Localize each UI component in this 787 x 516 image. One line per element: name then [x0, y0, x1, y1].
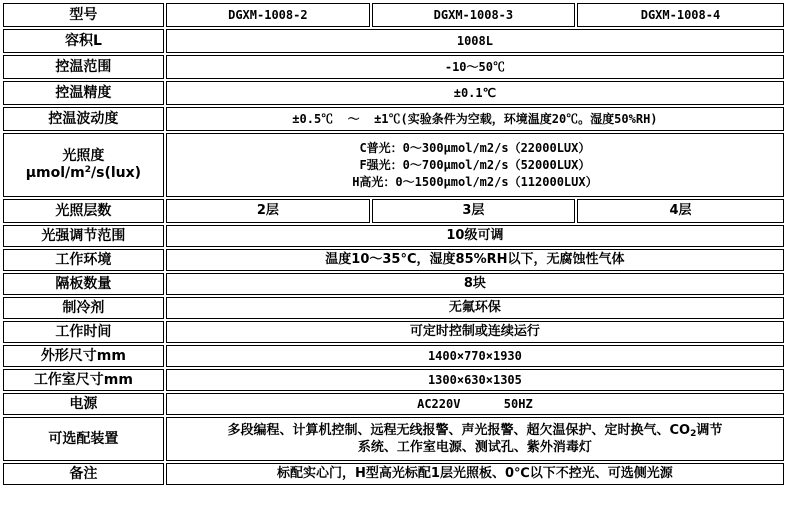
work-time-row: [3, 321, 784, 343]
illuminance-label-line2: [7, 165, 160, 182]
spec-table: [1, 1, 786, 487]
illuminance-label: [3, 133, 164, 197]
power-row: [3, 393, 784, 415]
options-co2-subscript: 2: [690, 429, 697, 439]
illuminance-line-h: H高光：0～1500μmol/m2/s（112000LUX）: [352, 174, 598, 189]
temp-fluctuation-row: [3, 107, 784, 131]
illuminance-unit-prefix: μmol/m: [25, 165, 85, 181]
temp-fluctuation-value: ±0.5℃ ～ ±1℃(实验条件为空载，环境温度20℃。湿度50%RH): [166, 107, 784, 131]
environment-label: 工作环境: [3, 249, 164, 271]
volume-row: [3, 29, 784, 53]
temp-range-row: [3, 55, 784, 79]
light-layers-row: [3, 199, 784, 223]
illuminance-unit-suffix: /s(lux): [91, 165, 142, 181]
temp-range-value: -10～50℃: [166, 55, 784, 79]
refrigerant-row: [3, 297, 784, 319]
light-layers-value-3: 4层: [577, 199, 784, 223]
illuminance-line-f: F强光：0～700μmol/m2/s（52000LUX）: [359, 157, 591, 172]
work-time-value: 可定时控制或连续运行: [166, 321, 784, 343]
temp-precision-value: ±0.1℃: [166, 81, 784, 105]
work-time-label: 工作时间: [3, 321, 164, 343]
illuminance-line-c: C普光：0～300μmol/m2/s（22000LUX）: [359, 140, 591, 155]
illuminance-values: [166, 133, 784, 197]
illuminance-row: [3, 133, 784, 197]
environment-row: [3, 249, 784, 271]
outer-size-label: 外形尺寸mm: [3, 345, 164, 367]
remarks-label: 备注: [3, 463, 164, 485]
chamber-size-value: 1300×630×1305: [166, 369, 784, 391]
model-label: 型号: [3, 3, 164, 27]
shelves-value: 8块: [166, 273, 784, 295]
remarks-row: [3, 463, 784, 485]
chamber-size-label: 工作室尺寸mm: [3, 369, 164, 391]
illuminance-label-line1: 光照度: [62, 148, 105, 164]
volume-value: 1008L: [166, 29, 784, 53]
options-line1-suffix: 调节: [696, 423, 723, 438]
light-adjust-value: 10级可调: [166, 225, 784, 247]
light-adjust-label: 光强调节范围: [3, 225, 164, 247]
power-label: 电源: [3, 393, 164, 415]
light-layers-value-1: 2层: [166, 199, 370, 223]
options-label: 可选配装置: [3, 417, 164, 461]
refrigerant-value: 无氟环保: [166, 297, 784, 319]
refrigerant-label: 制冷剂: [3, 297, 164, 319]
model-value-1: DGXM-1008-2: [166, 3, 370, 27]
outer-size-row: [3, 345, 784, 367]
temp-precision-label: 控温精度: [3, 81, 164, 105]
options-row: [3, 417, 784, 461]
options-value: [166, 417, 784, 461]
shelves-row: [3, 273, 784, 295]
spec-table-container: [1, 1, 786, 487]
chamber-size-row: [3, 369, 784, 391]
options-line1: [170, 422, 780, 439]
temp-precision-row: [3, 81, 784, 105]
shelves-label: 隔板数量: [3, 273, 164, 295]
light-layers-label: 光照层数: [3, 199, 164, 223]
environment-value: 温度10～35°C，湿度85%RH以下，无腐蚀性气体: [166, 249, 784, 271]
model-value-3: DGXM-1008-4: [577, 3, 784, 27]
volume-label: 容积L: [3, 29, 164, 53]
options-line1-prefix: 多段编程、计算机控制、远程无线报警、声光报警、超欠温保护、定时换气、CO: [227, 423, 691, 438]
light-adjust-row: [3, 225, 784, 247]
model-row: [3, 3, 784, 27]
light-layers-value-2: 3层: [372, 199, 575, 223]
temp-range-label: 控温范围: [3, 55, 164, 79]
remarks-value: 标配实心门，H型高光标配1层光照板、0℃以下不控光、可选侧光源: [166, 463, 784, 485]
outer-size-value: 1400×770×1930: [166, 345, 784, 367]
model-value-2: DGXM-1008-3: [372, 3, 575, 27]
illuminance-unit-superscript: 2: [84, 165, 92, 175]
options-line2: 系统、工作室电源、测试孔、紫外消毒灯: [357, 440, 592, 455]
power-value: AC220V 50HZ: [166, 393, 784, 415]
temp-fluctuation-label: 控温波动度: [3, 107, 164, 131]
